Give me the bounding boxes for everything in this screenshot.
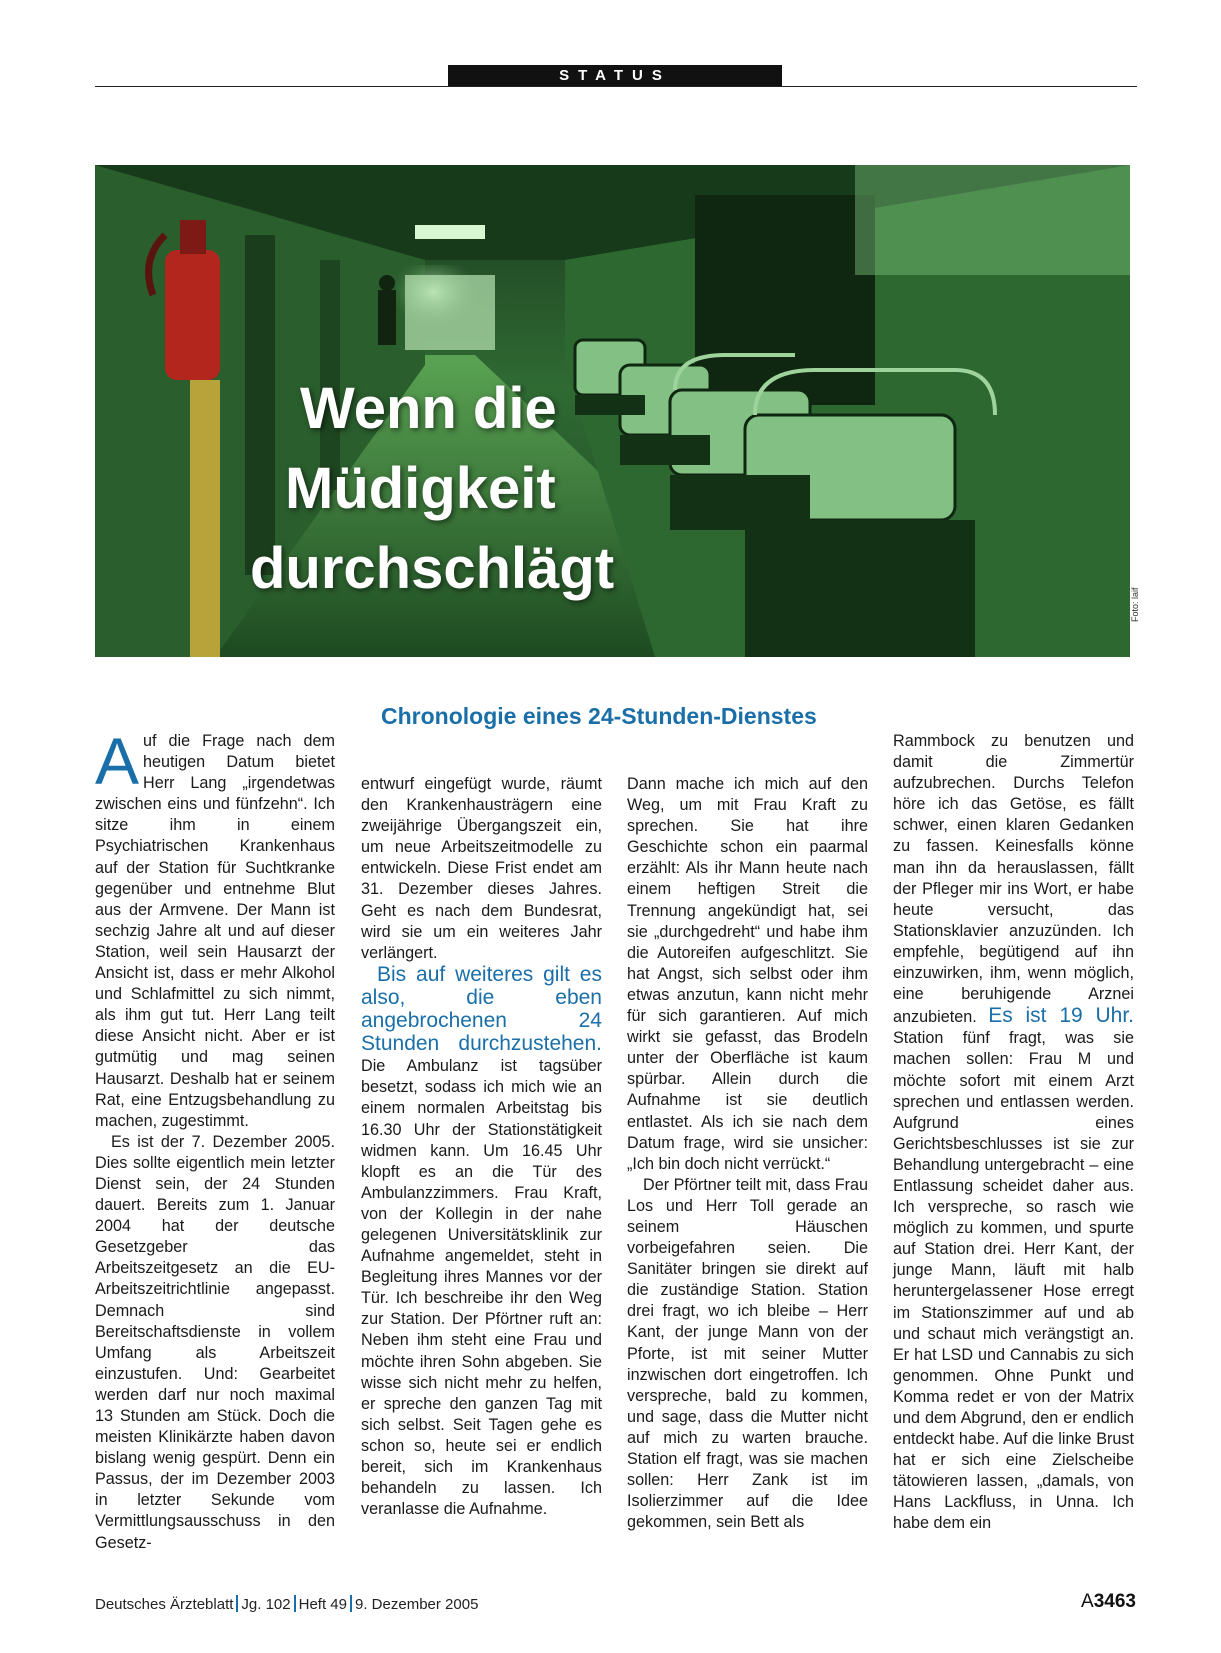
header-rule	[95, 86, 1137, 87]
col3-paragraph-2: Der Pförtner teilt mit, dass Frau Los und Herr Toll gerade an seinem Häuschen vorbeigefahren seien. Die Sanitäter bringen sie direkt auf die zuständige Station. Station drei fragt, wo ich bleibe – Herr Kant, der junge Mann von der Pforte, ist mit seiner Mutter inzwischen dort eingetroffen. Ich verspreche, bald zu kommen, und sage, dass die Mutter nicht auf mich zu warten brauche. Station elf fragt, was sie machen sollen: Herr Zank ist im Isolierzimmer auf die Idee gekommen, sein Bett als	[627, 1175, 868, 1532]
footer-separator	[236, 1595, 238, 1612]
col4-paragraph-1: Rammbock zu benutzen und damit die Zimmertür aufzubrechen. Durchs Telefon höre ich das Getöse, es fällt schwer, einen klaren Gedanken zu fassen. Keinesfalls könne man ihn da herauslassen, fällt der Pfleger mir ins Wort, er habe heute versucht, das Stationsklavier anzuzünden. Ich empfehle, begütigend auf ihn einzuwirken, ihm, wenn möglich, eine beruhigende Arznei anzubieten.	[893, 732, 1134, 1027]
journal-issue: Heft 49	[298, 1596, 347, 1613]
page-number-value: 3463	[1093, 1591, 1136, 1612]
headline-line-3: durchschlägt	[250, 536, 615, 601]
headline-line-1: Wenn die	[300, 376, 557, 441]
footer-separator	[350, 1595, 352, 1612]
col4-paragraph-2: Station fünf fragt, was sie machen sollen: Frau M und möchte sofort mit einem Arzt sprechen und entlassen werden. Aufgrund eines Gerichtsbeschlusses ist sie zur Behandlung untergebracht – eine Entlassung scheidet daher aus. Ich verspreche, so rasch wie möglich zu kommen, und spurte auf Station drei. Herr Kant, der junge Mann, läuft mit halb heruntergelassener Hose erregt im Stationszimmer auf und ab und schaut mich verängstigt an. Er hat LSD und Cannabis zu sich genommen. Ohne Punkt und Komma redet er von der Matrix und dem Abgrund, den er endlich entdeckt habe. Auf die linke Brust hat er sich eine Zielscheibe tätowieren lassen, „damals, von Hans Lackfluss, in Unna. Ich habe dem ein	[893, 1029, 1134, 1533]
column-1	[95, 724, 335, 1554]
photo-credit: Foto: laif	[1130, 587, 1140, 622]
col2-paragraph-2: Die Ambulanz ist tagsüber besetzt, sodass ich mich wie an einem normalen Arbeitstag bis 16.30 Uhr der Stationstätigkeit widmen kann. Um 16.45 Uhr klopft es an die Tür des Ambulanzzimmers. Frau Kraft, von der Kollegin in der nahe gelegenen Universitätsklinik zur Aufnahme angemeldet, steht in Begleitung ihres Mannes vor der Tür. Ich beschreibe ihr den Weg zur Station. Der Pförtner ruft an: Neben ihm steht eine Frau und möchte ihren Sohn abgeben. Sie wisse sich nicht mehr zu helfen, er spreche den ganzen Tag mit sich selbst. Seit Tagen gehe es schon so, heute sei er endlich bereit, sich im Krankenhaus behandeln zu lassen. Ich veranlasse die Aufnahme.	[361, 1057, 602, 1519]
journal-date: 9. Dezember 2005	[355, 1596, 479, 1613]
section-label: STATUS	[448, 65, 782, 86]
pull-quote-1: Bis auf weiteres gilt es also, die eben angebrochenen 24 Stunden durchzustehen.	[361, 962, 602, 1056]
journal-volume: Jg. 102	[241, 1596, 291, 1613]
column-3	[627, 774, 868, 1533]
column-2	[361, 774, 602, 1520]
journal-name: Deutsches Ärzteblatt	[95, 1596, 234, 1613]
footer-separator	[294, 1595, 296, 1612]
col2-paragraph-1: entwurf eingefügt wurde, räumt den Krankenhausträgern eine zweijährige Übergangszeit ein, um neue Arbeitszeitmodelle zu entwickeln. Diese Frist endet am 31. Dezember dieses Jahres. Geht es nach dem Bundesrat, wird sie um ein weiteres Jahr verlängert.	[361, 775, 602, 962]
column-4	[893, 731, 1134, 1535]
page-footer	[95, 1595, 478, 1613]
headline-line-2: Müdigkeit	[285, 456, 556, 521]
col1-paragraph-1: uf die Frage nach dem heutigen Datum bietet Herr Lang „irgendetwas zwischen eins und fünfzehn“. Ich sitze ihm in einem Psychiatrischen Krankenhaus auf der Station für Suchtkranke gegenüber und entnehme Blut aus der Armvene. Der Mann ist sechzig Jahre alt und auf dieser Station, weil sein Hausarzt der Ansicht ist, dass er mehr Alkohol und Schlafmittel zu sich nimmt, als ihm gut tut. Herr Lang teilt diese Ansicht nicht. Aber er ist gutmütig und mag seinen Hausarzt. Deshalb hat er seinem Rat, eine Entzugsbehandlung zu machen, zugestimmt.	[95, 732, 335, 1130]
drop-cap: A	[95, 724, 140, 798]
hero-photo	[95, 165, 1130, 657]
page-number	[1081, 1591, 1136, 1613]
col3-paragraph-1: Dann mache ich mich auf den Weg, um mit Frau Kraft zu sprechen. Sie hat ihre Geschichte schon ein paarmal erzählt: Als ihr Mann heute nach einem heftigen Streit die Trennung angekündigt hat, sei sie „durchgedreht“ und habe ihm die Autoreifen aufgeschlitzt. Sie hat Angst, sich selbst oder ihm etwas anzutun, kann nicht mehr für sich garantieren. Auf mich wirkt sie gefasst, das Brodeln unter der Oberfläche ist kaum spürbar. Allein durch die Aufnahme ist sie deutlich entlastet. Als ich sie nach dem Datum frage, wird sie unsicher: „Ich bin doch nicht verrückt.“	[627, 775, 868, 1173]
article-subtitle: Chronologie eines 24-Stunden-Dienstes	[381, 703, 817, 729]
col1-paragraph-2: Es ist der 7. Dezember 2005. Dies sollte eigentlich mein letzter Dienst sein, der 24 Stunden dauert. Bereits zum 1. Januar 2004 hat der deutsche Gesetzgeber das Arbeitszeitgesetz an die EU-Arbeitszeitrichtlinie angepasst. Demnach sind Bereitschaftsdienste in vollem Umfang als Arbeitszeit einzustufen. Und: Gearbeitet werden darf nur noch maximal 13 Stunden am Stück. Doch die meisten Klinikärzte haben davon bislang wenig gespürt. Denn ein Passus, der im Dezember 2003 in letzter Sekunde vom Vermittlungsausschuss in den Gesetz-	[95, 1132, 335, 1552]
page-prefix: A	[1081, 1591, 1094, 1612]
pull-quote-2: Es ist 19 Uhr.	[988, 1004, 1134, 1028]
